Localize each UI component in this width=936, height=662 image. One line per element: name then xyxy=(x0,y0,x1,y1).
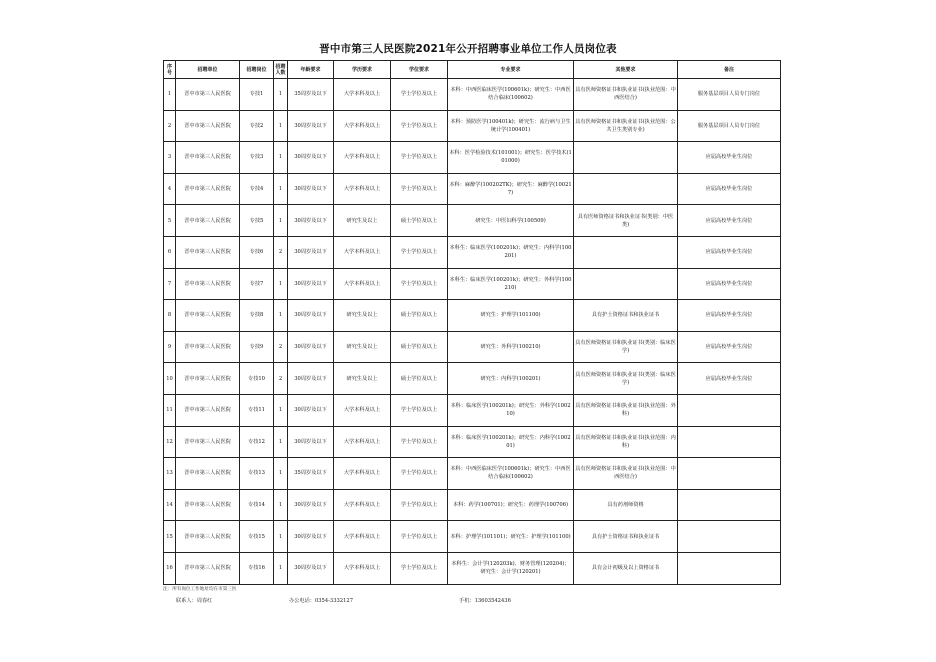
education-requirement-cell: 大学本科及以上 xyxy=(334,110,391,142)
row-number-cell: 16 xyxy=(164,552,176,584)
other-requirement-cell xyxy=(574,268,678,300)
remark-cell xyxy=(678,521,781,553)
education-requirement-cell: 大学本科及以上 xyxy=(334,79,391,111)
remark-cell xyxy=(678,552,781,584)
position-name-cell: 专技1 xyxy=(240,79,274,111)
row-number-cell: 1 xyxy=(164,79,176,111)
table-row xyxy=(164,79,781,111)
hiring-unit-cell: 晋中市第三人民医院 xyxy=(176,394,240,426)
hire-count-cell: 1 xyxy=(274,458,288,490)
education-requirement-cell: 研究生及以上 xyxy=(334,363,391,395)
row-number-cell: 6 xyxy=(164,236,176,268)
table-row xyxy=(164,394,781,426)
header-cell: 招聘单位 xyxy=(176,61,240,79)
hire-count-cell: 1 xyxy=(274,489,288,521)
header-cell: 序号 xyxy=(164,61,176,79)
position-name-cell: 专技2 xyxy=(240,110,274,142)
remark-cell: 应届高校毕业生岗位 xyxy=(678,300,781,332)
age-requirement-cell: 30周岁及以下 xyxy=(288,142,334,174)
row-number-cell: 5 xyxy=(164,205,176,237)
page-title: 晋中市第三人民医院2021年公开招聘事业单位工作人员岗位表 xyxy=(319,43,617,55)
major-requirement-cell: 研究生：内科学(100201) xyxy=(448,363,574,395)
education-requirement-cell: 大学本科及以上 xyxy=(334,236,391,268)
row-number-cell: 4 xyxy=(164,173,176,205)
remark-cell: 服务基层项目人员专门岗位 xyxy=(678,79,781,111)
age-requirement-cell: 30周岁及以下 xyxy=(288,110,334,142)
position-name-cell: 专技7 xyxy=(240,268,274,300)
position-name-cell: 专技3 xyxy=(240,142,274,174)
hire-count-cell: 1 xyxy=(274,552,288,584)
other-requirement-cell: 具有医师资格证书和执业证书(执业范围：中西医结合) xyxy=(574,79,678,111)
major-requirement-cell: 本科：临床医学(100201k)；研究生：内科学(100201) xyxy=(448,426,574,458)
degree-requirement-cell: 学士学位及以上 xyxy=(391,173,448,205)
hiring-unit-cell: 晋中市第三人民医院 xyxy=(176,205,240,237)
education-requirement-cell: 大学本科及以上 xyxy=(334,426,391,458)
other-requirement-cell: 具有医师资格证书和执业证书(类别：临床医学) xyxy=(574,363,678,395)
education-requirement-cell: 大学本科及以上 xyxy=(334,142,391,174)
other-requirement-cell: 具有医师资格证书和执业证书(类别：临床医学) xyxy=(574,331,678,363)
major-requirement-cell: 本科：预防医学(100401k)；研究生：流行病与卫生统计学(100401) xyxy=(448,110,574,142)
major-requirement-cell: 研究生：护理学(101100) xyxy=(448,300,574,332)
hiring-unit-cell: 晋中市第三人民医院 xyxy=(176,521,240,553)
degree-requirement-cell: 学士学位及以上 xyxy=(391,458,448,490)
hire-count-cell: 2 xyxy=(274,236,288,268)
hiring-unit-cell: 晋中市第三人民医院 xyxy=(176,300,240,332)
education-requirement-cell: 研究生及以上 xyxy=(334,300,391,332)
header-cell: 招聘岗位 xyxy=(240,61,274,79)
degree-requirement-cell: 学士学位及以上 xyxy=(391,110,448,142)
remark-cell: 应届高校毕业生岗位 xyxy=(678,205,781,237)
remark-cell: 应届高校毕业生岗位 xyxy=(678,363,781,395)
table-row xyxy=(164,300,781,332)
degree-requirement-cell: 硕士学位及以上 xyxy=(391,205,448,237)
degree-requirement-cell: 学士学位及以上 xyxy=(391,394,448,426)
major-requirement-cell: 本科：麻醉学(100202TK)；研究生：麻醉学(100217) xyxy=(448,173,574,205)
age-requirement-cell: 30周岁及以下 xyxy=(288,331,334,363)
age-requirement-cell: 30周岁及以下 xyxy=(288,394,334,426)
position-name-cell: 专技12 xyxy=(240,426,274,458)
contact-person: 联系人：周春红 xyxy=(176,598,213,604)
row-number-cell: 3 xyxy=(164,142,176,174)
age-requirement-cell: 30周岁及以下 xyxy=(288,552,334,584)
other-requirement-cell xyxy=(574,173,678,205)
table-row xyxy=(164,426,781,458)
table-row xyxy=(164,363,781,395)
hire-count-cell: 2 xyxy=(274,363,288,395)
position-name-cell: 专技5 xyxy=(240,205,274,237)
remark-cell xyxy=(678,458,781,490)
hire-count-cell: 1 xyxy=(274,394,288,426)
hire-count-cell: 1 xyxy=(274,300,288,332)
education-requirement-cell: 研究生及以上 xyxy=(334,205,391,237)
header-cell: 专业要求 xyxy=(448,61,574,79)
degree-requirement-cell: 学士学位及以上 xyxy=(391,426,448,458)
education-requirement-cell: 大学本科及以上 xyxy=(334,268,391,300)
major-requirement-cell: 本科：药学(100701)；研究生：药理学(100706) xyxy=(448,489,574,521)
age-requirement-cell: 35周岁及以下 xyxy=(288,458,334,490)
major-requirement-cell: 本科生：临床医学(100201k)；研究生：内科学(100201) xyxy=(448,236,574,268)
education-requirement-cell: 大学本科及以上 xyxy=(334,552,391,584)
header-cell: 学历要求 xyxy=(334,61,391,79)
hire-count-cell: 1 xyxy=(274,426,288,458)
position-name-cell: 专技11 xyxy=(240,394,274,426)
header-cell: 招聘人数 xyxy=(274,61,288,79)
contact-mobile: 手机：13603542436 xyxy=(459,598,511,604)
major-requirement-cell: 本科生：临床医学(100201k)；研究生：外科学(100210) xyxy=(448,268,574,300)
remark-cell: 应届高校毕业生岗位 xyxy=(678,236,781,268)
remark-cell xyxy=(678,489,781,521)
education-requirement-cell: 大学本科及以上 xyxy=(334,173,391,205)
age-requirement-cell: 30周岁及以下 xyxy=(288,521,334,553)
row-number-cell: 7 xyxy=(164,268,176,300)
hiring-unit-cell: 晋中市第三人民医院 xyxy=(176,236,240,268)
remark-cell: 应届高校毕业生岗位 xyxy=(678,268,781,300)
degree-requirement-cell: 学士学位及以上 xyxy=(391,489,448,521)
degree-requirement-cell: 学士学位及以上 xyxy=(391,552,448,584)
major-requirement-cell: 本科生：会计学(120203k)、财务管理(120204)；研究生：会计学(120201) xyxy=(448,552,574,584)
remark-cell: 应届高校毕业生岗位 xyxy=(678,142,781,174)
degree-requirement-cell: 学士学位及以上 xyxy=(391,521,448,553)
position-name-cell: 专技16 xyxy=(240,552,274,584)
education-requirement-cell: 研究生及以上 xyxy=(334,331,391,363)
table-row xyxy=(164,489,781,521)
other-requirement-cell: 具有护士资格证书和执业证书 xyxy=(574,521,678,553)
table-row xyxy=(164,110,781,142)
table-row xyxy=(164,331,781,363)
row-number-cell: 9 xyxy=(164,331,176,363)
major-requirement-cell: 本科：临床医学(100201k)；研究生：外科学(100210) xyxy=(448,394,574,426)
hiring-unit-cell: 晋中市第三人民医院 xyxy=(176,268,240,300)
hiring-unit-cell: 晋中市第三人民医院 xyxy=(176,552,240,584)
hire-count-cell: 1 xyxy=(274,79,288,111)
other-requirement-cell: 具有会计初级及以上资格证书 xyxy=(574,552,678,584)
footnote: 注：所有岗位工作地址均在市第三医 xyxy=(163,587,237,592)
position-name-cell: 专技13 xyxy=(240,458,274,490)
position-name-cell: 专技8 xyxy=(240,300,274,332)
age-requirement-cell: 30周岁及以下 xyxy=(288,363,334,395)
hiring-unit-cell: 晋中市第三人民医院 xyxy=(176,79,240,111)
hire-count-cell: 1 xyxy=(274,142,288,174)
education-requirement-cell: 大学本科及以上 xyxy=(334,394,391,426)
table-row xyxy=(164,521,781,553)
row-number-cell: 11 xyxy=(164,394,176,426)
age-requirement-cell: 30周岁及以下 xyxy=(288,205,334,237)
hiring-unit-cell: 晋中市第三人民医院 xyxy=(176,363,240,395)
header-cell: 年龄要求 xyxy=(288,61,334,79)
age-requirement-cell: 35周岁及以下 xyxy=(288,79,334,111)
header-cell: 学位要求 xyxy=(391,61,448,79)
education-requirement-cell: 大学本科及以上 xyxy=(334,489,391,521)
table-row xyxy=(164,552,781,584)
age-requirement-cell: 30周岁及以下 xyxy=(288,426,334,458)
row-number-cell: 13 xyxy=(164,458,176,490)
position-name-cell: 专技15 xyxy=(240,521,274,553)
age-requirement-cell: 30周岁及以下 xyxy=(288,268,334,300)
row-number-cell: 12 xyxy=(164,426,176,458)
position-name-cell: 专技10 xyxy=(240,363,274,395)
age-requirement-cell: 30周岁及以下 xyxy=(288,236,334,268)
other-requirement-cell xyxy=(574,236,678,268)
hire-count-cell: 1 xyxy=(274,173,288,205)
contact-office-phone: 办公电话：0354-3332127 xyxy=(289,598,353,604)
education-requirement-cell: 大学本科及以上 xyxy=(334,521,391,553)
row-number-cell: 8 xyxy=(164,300,176,332)
other-requirement-cell xyxy=(574,142,678,174)
hiring-unit-cell: 晋中市第三人民医院 xyxy=(176,331,240,363)
row-number-cell: 2 xyxy=(164,110,176,142)
age-requirement-cell: 30周岁及以下 xyxy=(288,489,334,521)
other-requirement-cell: 具有医师资格证书和执业证书(执业范围：外科) xyxy=(574,394,678,426)
row-number-cell: 10 xyxy=(164,363,176,395)
remark-cell: 服务基层项目人员专门岗位 xyxy=(678,110,781,142)
degree-requirement-cell: 硕士学位及以上 xyxy=(391,363,448,395)
hire-count-cell: 1 xyxy=(274,268,288,300)
position-name-cell: 专技6 xyxy=(240,236,274,268)
hire-count-cell: 1 xyxy=(274,205,288,237)
degree-requirement-cell: 学士学位及以上 xyxy=(391,142,448,174)
table-row xyxy=(164,268,781,300)
other-requirement-cell: 具有医师资格证书和执业证书(执业范围：中西医结合) xyxy=(574,458,678,490)
education-requirement-cell: 大学本科及以上 xyxy=(334,458,391,490)
remark-cell: 应届高校毕业生岗位 xyxy=(678,331,781,363)
other-requirement-cell: 具有护士资格证书和执业证书 xyxy=(574,300,678,332)
hiring-unit-cell: 晋中市第三人民医院 xyxy=(176,426,240,458)
hiring-unit-cell: 晋中市第三人民医院 xyxy=(176,458,240,490)
other-requirement-cell: 具有药剂师资格 xyxy=(574,489,678,521)
remark-cell xyxy=(678,426,781,458)
position-name-cell: 专技4 xyxy=(240,173,274,205)
table-row xyxy=(164,142,781,174)
other-requirement-cell: 具有医师资格证书和执业证书(类别：中医类) xyxy=(574,205,678,237)
table-row xyxy=(164,458,781,490)
row-number-cell: 14 xyxy=(164,489,176,521)
table-row xyxy=(164,236,781,268)
major-requirement-cell: 本科：中西医临床医学(100601k)；研究生：中西医结合临床(100602) xyxy=(448,79,574,111)
hire-count-cell: 1 xyxy=(274,110,288,142)
age-requirement-cell: 30周岁及以下 xyxy=(288,300,334,332)
hiring-unit-cell: 晋中市第三人民医院 xyxy=(176,142,240,174)
degree-requirement-cell: 硕士学位及以上 xyxy=(391,331,448,363)
table-row xyxy=(164,205,781,237)
hiring-unit-cell: 晋中市第三人民医院 xyxy=(176,489,240,521)
remark-cell: 应届高校毕业生岗位 xyxy=(678,173,781,205)
table-header-row xyxy=(164,61,781,79)
degree-requirement-cell: 学士学位及以上 xyxy=(391,268,448,300)
degree-requirement-cell: 学士学位及以上 xyxy=(391,236,448,268)
hire-count-cell: 1 xyxy=(274,521,288,553)
hire-count-cell: 2 xyxy=(274,331,288,363)
major-requirement-cell: 本科：中西医临床医学(100601k)；研究生：中西医结合临床(100602) xyxy=(448,458,574,490)
degree-requirement-cell: 硕士学位及以上 xyxy=(391,300,448,332)
remark-cell xyxy=(678,394,781,426)
other-requirement-cell: 具有医师资格证书和执业证书(执业范围：内科) xyxy=(574,426,678,458)
position-name-cell: 专技9 xyxy=(240,331,274,363)
table-row xyxy=(164,173,781,205)
header-cell: 其他要求 xyxy=(574,61,678,79)
major-requirement-cell: 研究生：中医妇科学(100509) xyxy=(448,205,574,237)
hiring-unit-cell: 晋中市第三人民医院 xyxy=(176,110,240,142)
hiring-unit-cell: 晋中市第三人民医院 xyxy=(176,173,240,205)
age-requirement-cell: 30周岁及以下 xyxy=(288,173,334,205)
major-requirement-cell: 研究生：外科学(100210) xyxy=(448,331,574,363)
major-requirement-cell: 本科：护理学(101101)；研究生：护理学(101100) xyxy=(448,521,574,553)
position-name-cell: 专技14 xyxy=(240,489,274,521)
other-requirement-cell: 具有医师资格证书和执业证书(执业范围：公共卫生类别专业) xyxy=(574,110,678,142)
row-number-cell: 15 xyxy=(164,521,176,553)
major-requirement-cell: 本科：医学检验技术(101001)；研究生：医学技术(101000) xyxy=(448,142,574,174)
degree-requirement-cell: 学士学位及以上 xyxy=(391,79,448,111)
positions-table xyxy=(163,60,781,585)
header-cell: 备注 xyxy=(678,61,781,79)
